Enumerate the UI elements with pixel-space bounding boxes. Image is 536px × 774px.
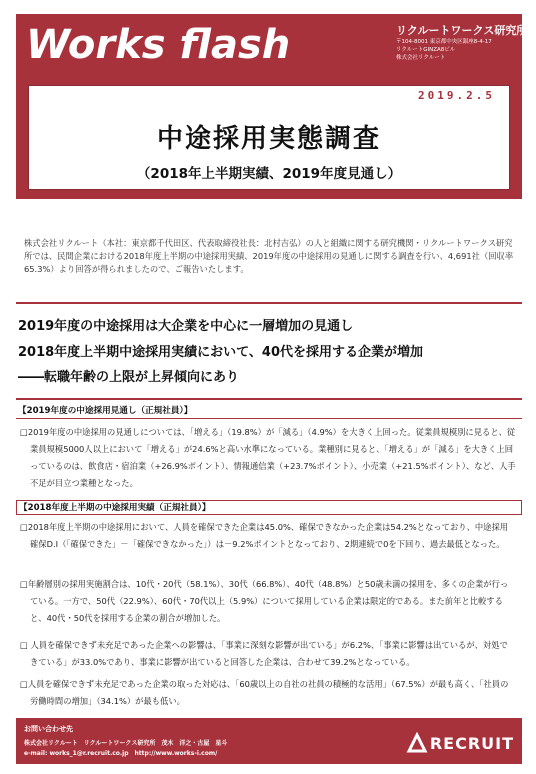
bullet-results-2: □年齢層別の採用実施割合は、10代・20代（58.1%）、30代（66.8%）、40代（48.8%）と50歳未満の採用を、多くの企業が行っている。一方で、50代（22.9%）、60代・70代以上（5.9%）について採用している企業は限定的である。また前年と比較すると、40代・50代を採用する企業の割合が増加した。: [20, 579, 509, 623]
page-title: 中途採用実態調査: [156, 124, 381, 154]
contact-title: お問い合わせ先: [24, 725, 73, 733]
org-building: リクルートGINZA8ビル: [396, 47, 456, 53]
page-subtitle: （2018年上半期実績、2019年度見通し）: [136, 166, 402, 182]
intro-paragraph: 株式会社リクルート（本社：東京都千代田区、代表取締役社長：北村吉弘）の人と組織に関する研究機関・リクルートワークス研究所では、民間企業における2018年度上半期の中途採用実績、2019年度の中途採用の見通しに関する調査を行い、4,691社（回収率65.3%）より回答が得られましたので、ご報告いたします。: [24, 238, 514, 274]
recruit-logo-icon: [406, 732, 428, 754]
headline-3: ――転職年齢の上限が上昇傾向にあり: [18, 370, 240, 385]
headline-1: 2019年度の中途採用は大企業を中心に一層増加の見通し: [18, 319, 354, 334]
bullet-results-3: □ 人員を確保できず未充足であった企業への影響は、「事業に深刻な影響が出ている」が6.2%、「事業に影響は出ているが、対処できている」が33.0%であり、事業に影響が出ていると回答した企業は、合わせて39.2%となっている。: [20, 640, 508, 667]
divider-bottom: [16, 398, 522, 400]
contact-email: e-mail: works_1@r.recruit.co.jp http://www.works-i.com/: [24, 750, 218, 757]
publish-date: 2019.2.5: [418, 89, 495, 102]
footer-contact: [16, 718, 522, 764]
section-heading-results: 【2018年度上半期の中途採用実績（正規社員）】: [16, 500, 522, 515]
org-company: 株式会社リクルート: [396, 55, 446, 61]
title-box: [28, 85, 510, 190]
header-banner: [16, 14, 528, 199]
org-name: リクルートワークス研究所: [396, 24, 528, 37]
recruit-logo: [406, 732, 514, 754]
bullet-results-4: □人員を確保できず未充足であった企業の取った対応は、「60歳以上の自社の社員の積極的な活用」（67.5%）が最も高く、「社員の労働時間の増加」（34.1%）が最も低い。: [20, 679, 509, 706]
logo-text: RECRUIT: [429, 733, 514, 753]
brand-title: Works flash: [26, 22, 291, 68]
bullet-outlook: □2019年度の中途採用の見通しについては、「増える」（19.8%）が「減る」（4.9%）を大きく上回った。従業員規模別に見ると、従業員規模5000人以上において「増える」が24.6%と高い水準になっている。業種別に見ると、「増える」が「減る」を大きく上回っているのは、飲食店・宿泊業（+26.9%ポイント）、情報通信業（+23.7%ポイント）、小売業（+21.5%ポイント）、など、人手不足が目立つ業種となった。: [20, 427, 516, 488]
headline-2: 2018年度上半期中途採用実績において、40代を採用する企業が増加: [18, 344, 424, 360]
contact-names: 株式会社リクルート リクルートワークス研究所 茂木 洋之・古屋 星斗: [24, 740, 228, 747]
headlines-block: [18, 314, 518, 391]
divider-top: [16, 302, 522, 304]
org-address: 〒104-8001 東京都中央区銀座8-4-17: [396, 39, 492, 45]
bullet-results-1: □2018年度上半期の中途採用において、人員を確保できた企業は45.0%、確保できなかった企業は54.2%となっており、中途採用確保D.I（「確保できた」－「確保できなかった」）は－9.2%ポイントとなっており、2期連続で0を下回り、過去最低となった。: [20, 522, 509, 549]
org-block: [396, 22, 527, 62]
section-heading-outlook: 【2019年度の中途採用見通し（正規社員）】: [16, 404, 522, 419]
